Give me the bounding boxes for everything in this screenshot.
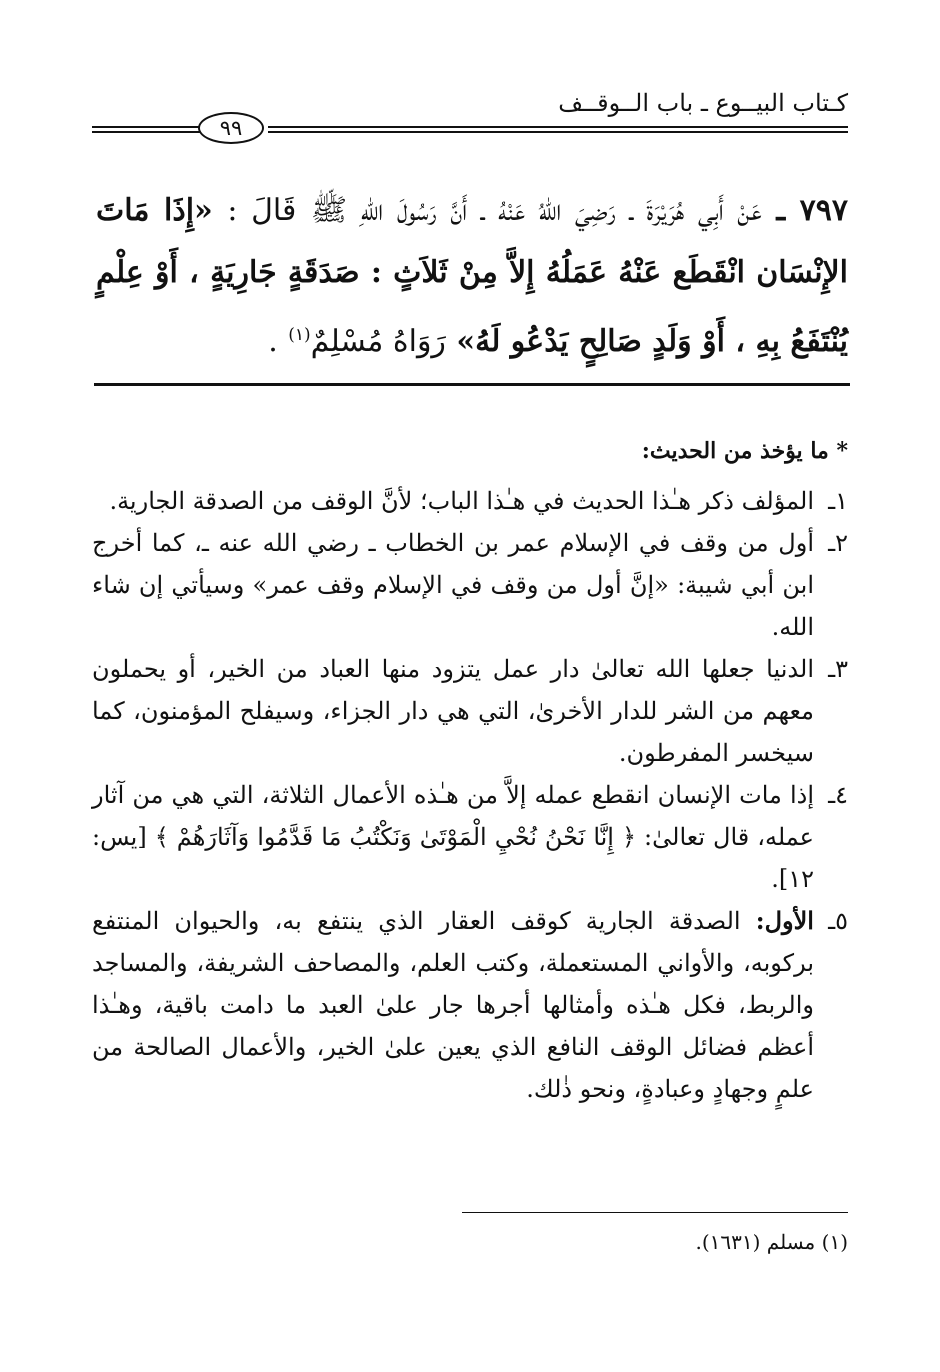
lesson-number: ١ـ	[828, 487, 848, 515]
lesson-text: المؤلف ذكر هـٰذا الحديث في هـٰذا الباب؛ لأنَّ الوقف من الصدقة الجارية.	[109, 487, 814, 515]
lesson-number: ٤ـ	[828, 781, 848, 809]
lesson-number: ٢ـ	[828, 529, 848, 557]
lesson-number: ٥ـ	[828, 907, 848, 935]
footnote-text: مسلم (١٦٣١).	[695, 1230, 816, 1254]
hadith-intro: عَنْ أَبِي هُرَيْرَةَ ـ رَضِيَ اللهُ عَنْهُ ـ أَنَّ رَسُولَ اللهِ ﷺ	[310, 193, 762, 228]
lesson-item	[92, 648, 848, 774]
lesson-text: إذا مات الإنسان انقطع عمله إلاَّ من هـٰذه الأعمال الثلاثة، التي هي من آثار عمله، قال تعالىٰ: ﴿ إِنَّا نَحْنُ نُحْيِ الْمَوْتَىٰ وَنَكْتُبُ مَا قَدَّمُوا وَآثَارَهُمْ ﴾ [يس: ١٢].	[92, 781, 814, 893]
footnote-rule	[462, 1212, 848, 1213]
page-number: ٩٩	[198, 112, 264, 144]
lesson-item	[92, 522, 848, 648]
footnote-marker: (١)	[821, 1230, 848, 1254]
lesson-item	[92, 774, 848, 900]
footnote-reference: (١)	[288, 325, 311, 345]
lesson-item	[92, 900, 848, 1110]
lesson-number: ٣ـ	[828, 655, 848, 683]
running-title: كـتاب البيــوع ـ باب الــوقــف	[558, 89, 848, 117]
footnote	[695, 1228, 848, 1256]
hadith-said: قَالَ :	[227, 193, 297, 228]
hadith-block	[96, 180, 848, 373]
hadith-text: «إِذَا مَاتَ الإِنْسَان انْقَطَع عَنْهُ عَمَلُهُ إِلاَّ مِنْ ثَلاَثٍ : صَدَقَةٍ جَارِيَةٍ ، أَوْ عِلْمٍ يُنْتَفَعُ بِهِ ، أَوْ وَلَدٍ صَالِحٍ يَدْعُو لَهُ»	[96, 193, 848, 359]
lesson-item	[92, 480, 848, 522]
lesson-text: أول من وقف في الإسلام عمر بن الخطاب ـ رضي الله عنه ـ، كما أخرج ابن أبي شيبة: «إنَّ أول من وقف في الإسلام وقف عمر» وسيأتي إن شاء الله.	[92, 529, 814, 641]
lesson-text: الدنيا جعلها الله تعالىٰ دار عمل يتزود منها العباد من الخير، أو يحملون معهم من الشر للدار الأخرىٰ، التي هي دار الجزاء، وسيفلح المؤمنون، كما سيخسر المفرطون.	[92, 655, 814, 767]
hadith-end-mark: .	[268, 324, 278, 359]
header-double-rule	[268, 126, 848, 128]
lessons-list	[92, 480, 848, 1110]
section-divider	[94, 383, 850, 386]
lessons-heading: * ما يؤخذ من الحديث:	[641, 438, 848, 464]
lesson-lead: الأول:	[755, 906, 814, 935]
hadith-number: ٧٩٧ ـ	[776, 193, 849, 228]
hadith-narration: رَوَاهُ مُسْلِمٌ	[310, 324, 446, 359]
lesson-text: الصدقة الجارية كوقف العقار الذي ينتفع به، والحيوان المنتفع بركوبه، والأواني المستعملة، وكتب العلم، والمصاحف الشريفة، والمساجد والربط، فكل هـٰذه وأمثالها أجرها جار علىٰ العبد ما دامت باقية، وهـٰذا أعظم فضائل الوقف النافع الذي يعين علىٰ الخير، والأعمال الصالحة من علمٍ وجهادٍ وعبادةٍ، ونحو ذٰلك.	[92, 907, 814, 1103]
header-double-rule-left	[92, 126, 200, 128]
